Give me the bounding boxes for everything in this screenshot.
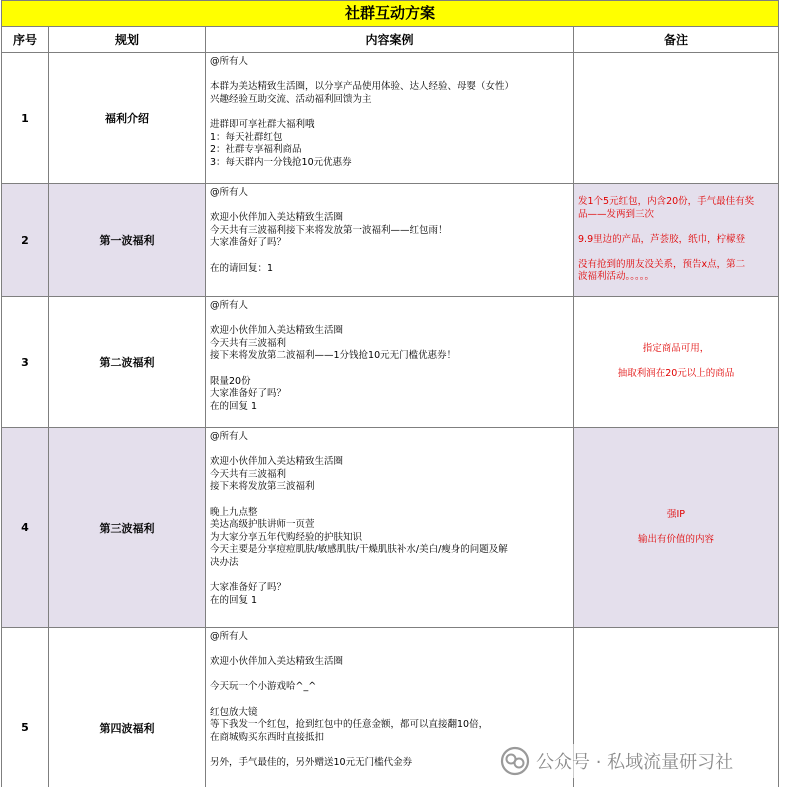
content-line: @所有人 — [210, 187, 249, 198]
content-line: 今天共有三波福利 — [210, 468, 287, 480]
content-line: 今天共有三波福利接下来将发放第一波福利——红包雨！ — [210, 224, 448, 236]
row-content[interactable] — [206, 53, 574, 184]
row-note[interactable] — [574, 428, 779, 628]
content-line: 限量20份 — [210, 375, 251, 387]
content-line: 决办法 — [210, 556, 239, 568]
header-content[interactable]: 内容案例 — [206, 27, 574, 53]
note-line — [578, 246, 774, 259]
row-plan[interactable]: 第四波福利 — [49, 628, 206, 787]
header-note[interactable]: 备注 — [574, 27, 779, 53]
row-number[interactable]: 4 — [2, 428, 49, 628]
content-line: 今天共有三波福利 — [210, 337, 287, 349]
note-line: 输出有价值的内容 — [638, 533, 715, 545]
row-number[interactable]: 3 — [2, 297, 49, 428]
note-line: 抽取利润在20元以上的商品 — [617, 368, 735, 380]
content-line: 欢迎小伙伴加入美达精致生活圈 — [210, 656, 344, 668]
wechat-official-account-icon — [500, 746, 530, 776]
row-plan[interactable]: 第一波福利 — [49, 184, 206, 297]
row-number[interactable]: 2 — [2, 184, 49, 297]
header-plan[interactable]: 规划 — [49, 27, 206, 53]
row-plan[interactable]: 第二波福利 — [49, 297, 206, 428]
note-line — [578, 356, 774, 369]
content-line: 欢迎小伙伴加入美达精致生活圈 — [210, 456, 344, 468]
row-content[interactable] — [206, 428, 574, 628]
row-note[interactable] — [574, 184, 779, 297]
content-line: @所有人 — [210, 631, 249, 642]
content-line: 1：每天社群红包 — [210, 131, 283, 143]
row-plan[interactable]: 第三波福利 — [49, 428, 206, 628]
content-line — [210, 363, 569, 376]
note-line: 指定商品可用， — [642, 343, 710, 355]
content-line: 大家准备好了吗？ — [210, 388, 287, 400]
content-line: 另外，手气最佳的，另外赠送10元无门槛代金券 — [210, 756, 413, 768]
content-line: 接下来将发放第二波福利——1分钱抢10元无门槛优惠券！ — [210, 350, 457, 362]
content-line — [210, 250, 569, 263]
content-line: 兴趣经验互助交流、活动福利回馈为主 — [210, 93, 372, 105]
content-line: 在商城购买东西时直接抵扣 — [210, 731, 325, 743]
row-plan[interactable]: 福利介绍 — [49, 53, 206, 184]
row-note[interactable] — [574, 297, 779, 428]
note-line: 发1个5元红包，内含20份，手气最佳有奖 — [578, 195, 755, 207]
note-line: 没有抢到的朋友没关系，预告x点，第二 — [578, 258, 746, 270]
content-line: 在的回复 1 — [210, 594, 258, 606]
community-plan-table — [1, 0, 779, 787]
content-line — [210, 69, 569, 82]
content-line: 大家准备好了吗？ — [210, 582, 287, 594]
content-line: 今天主要是分享痘痘肌肤/敏感肌肤/干燥肌肤补水/美白/瘦身的问题及解 — [210, 544, 508, 556]
content-line: 为大家分享五年代购经验的护肤知识 — [210, 531, 363, 543]
content-line: 等下我发一个红包，抢到红包中的任意金额，都可以直接翻10倍， — [210, 719, 489, 731]
table-title[interactable]: 社群互动方案 — [2, 1, 779, 27]
row-content[interactable] — [206, 184, 574, 297]
row-number[interactable]: 5 — [2, 628, 49, 787]
content-line: 晚上九点整 — [210, 506, 258, 518]
content-line: 欢迎小伙伴加入美达精致生活圈 — [210, 212, 344, 224]
watermark — [496, 744, 737, 778]
row-note[interactable] — [574, 53, 779, 184]
content-line — [210, 444, 569, 457]
note-line: 波福利活动。。。。。 — [578, 271, 655, 283]
note-line — [578, 521, 774, 534]
content-line — [210, 106, 569, 119]
content-line: 红包放大镜 — [210, 706, 258, 718]
content-line — [210, 313, 569, 326]
content-line: 欢迎小伙伴加入美达精致生活圈 — [210, 325, 344, 337]
content-line: 进群即可享社群大福利哦 — [210, 118, 315, 130]
table-row — [2, 297, 779, 428]
content-line: 在的请回复：1 — [210, 262, 274, 274]
content-line: 本群为美达精致生活圈，以分享产品使用体验、达人经验、母婴（女性） — [210, 81, 515, 93]
row-content[interactable] — [206, 297, 574, 428]
content-line: 大家准备好了吗？ — [210, 237, 287, 249]
content-line: 美达高级护肤讲师一页萱 — [210, 519, 315, 531]
content-line: @所有人 — [210, 56, 249, 67]
content-line — [210, 694, 569, 707]
content-line: 2：社群专享福利商品 — [210, 144, 302, 156]
content-line: 接下来将发放第三波福利 — [210, 481, 315, 493]
row-number[interactable]: 1 — [2, 53, 49, 184]
content-line — [210, 669, 569, 682]
content-line — [210, 200, 569, 213]
content-line: 今天玩一个小游戏哈^_^ — [210, 681, 317, 693]
note-line: 9.9里边的产品，芦荟胶，纸巾，柠檬登 — [578, 233, 746, 245]
watermark-text: 公众号 · 私域流量研习社 — [536, 752, 734, 773]
content-line: 3：每天群内一分钱抢10元优惠券 — [210, 156, 352, 168]
table-row — [2, 53, 779, 184]
header-seq[interactable]: 序号 — [2, 27, 49, 53]
table-row — [2, 428, 779, 628]
note-line: 强IP — [666, 508, 686, 520]
note-line — [578, 221, 774, 234]
content-line — [210, 570, 569, 583]
content-line: @所有人 — [210, 431, 249, 442]
content-line: @所有人 — [210, 300, 249, 311]
content-line — [210, 494, 569, 507]
table-row — [2, 184, 779, 297]
note-line: 品——发两到三次 — [578, 208, 655, 220]
content-line — [210, 644, 569, 657]
content-line: 在的回复 1 — [210, 400, 258, 412]
